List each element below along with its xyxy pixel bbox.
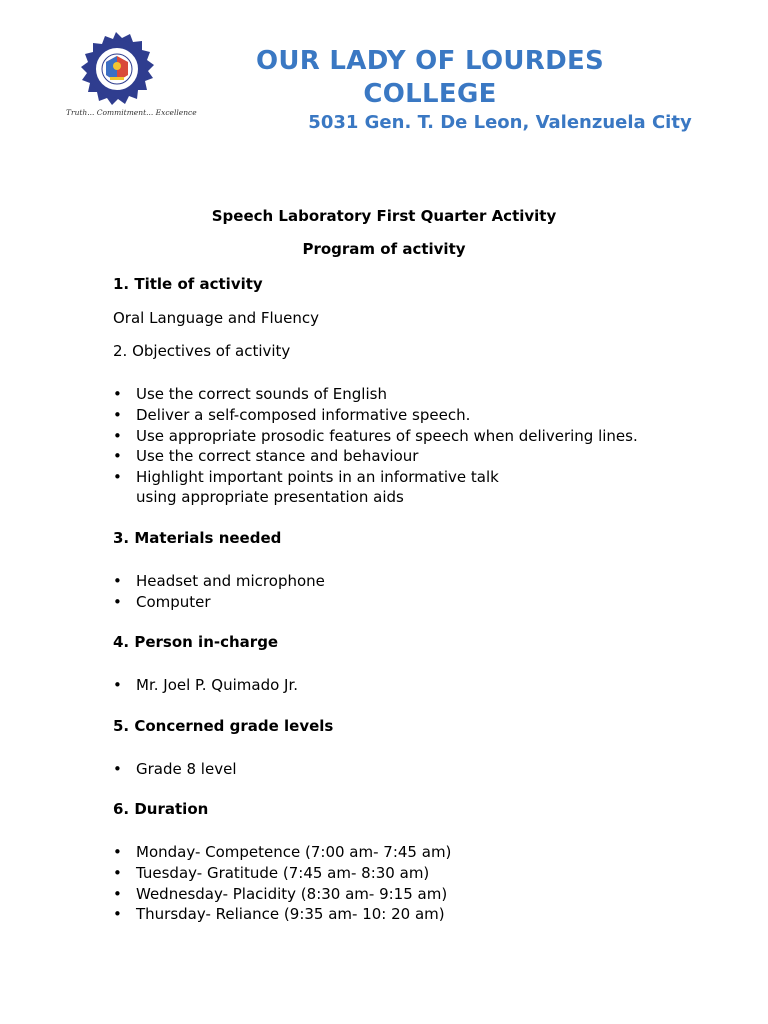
section-heading-materials: 3. Materials needed — [113, 529, 282, 547]
grade-levels-list — [113, 759, 236, 780]
list-item: • Use the correct stance and behaviour — [113, 446, 638, 467]
list-item: • Deliver a self-composed informative speech. — [113, 405, 638, 426]
list-item: • Use the correct sounds of English — [113, 384, 638, 405]
activity-title: Oral Language and Fluency — [113, 309, 320, 327]
section-heading-grade-levels: 5. Concerned grade levels — [113, 717, 334, 735]
list-item: • Wednesday- Placidity (8:30 am- 9:15 am) — [113, 884, 451, 905]
duration-list — [113, 842, 451, 925]
section-heading-person: 4. Person in-charge — [113, 633, 279, 651]
college-address: 5031 Gen. T. De Leon, Valenzuela City — [308, 112, 692, 133]
section-heading-title: 1. Title of activity — [113, 275, 263, 293]
list-item: • Mr. Joel P. Quimado Jr. — [113, 675, 298, 696]
person-list — [113, 675, 298, 696]
section-heading-objectives: 2. Objectives of activity — [113, 342, 291, 360]
list-item: • Thursday- Reliance (9:35 am- 10: 20 am) — [113, 904, 451, 925]
college-logo — [66, 30, 197, 126]
college-motto: Truth... Commitment... Excellence — [66, 108, 197, 117]
document-title: Speech Laboratory First Quarter Activity — [211, 207, 557, 225]
list-item: • Grade 8 level — [113, 759, 236, 780]
document-subtitle: Program of activity — [302, 240, 466, 258]
list-item: • Use appropriate prosodic features of speech when delivering lines. — [113, 426, 638, 447]
section-heading-duration: 6. Duration — [113, 800, 209, 818]
list-item: • Headset and microphone — [113, 571, 325, 592]
college-name: OUR LADY OF LOURDES COLLEGE — [255, 46, 605, 109]
list-item: • Highlight important points in an informative talk — [113, 467, 638, 488]
materials-list — [113, 571, 325, 613]
list-item: • Tuesday- Gratitude (7:45 am- 8:30 am) — [113, 863, 451, 884]
list-item-continuation: using appropriate presentation aids — [136, 488, 404, 506]
objectives-list — [113, 384, 638, 488]
list-item: • Monday- Competence (7:00 am- 7:45 am) — [113, 842, 451, 863]
list-item: • Computer — [113, 592, 325, 613]
college-seal-icon — [66, 30, 166, 108]
